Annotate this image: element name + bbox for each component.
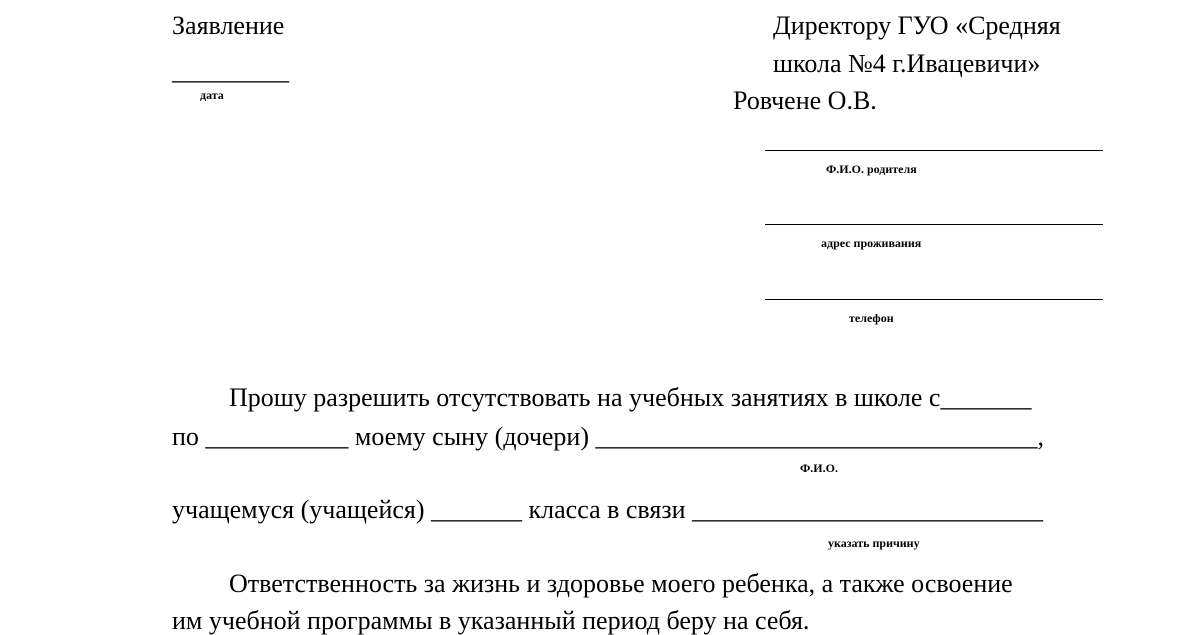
address-line (765, 224, 1103, 225)
phone-line (765, 299, 1103, 300)
request-line-2: по ___________ моему сыну (дочери) __________________________________, (172, 422, 1045, 451)
addressee-line-2: школа №4 г.Ивацевичи» (773, 49, 1041, 78)
addressee-line-1: Директору ГУО «Средняя (773, 11, 1061, 40)
parent-name-caption: Ф.И.О. родителя (826, 162, 917, 176)
reason-caption: указать причину (828, 536, 920, 550)
addressee-line-3: Ровчене О.В. (733, 86, 877, 115)
address-caption: адрес проживания (821, 236, 922, 250)
request-line-1: Прошу разрешить отсутствовать на учебных занятиях в школе с_______ (229, 383, 1032, 412)
fio-caption: Ф.И.О. (800, 461, 838, 475)
responsibility-line-1: Ответственность за жизнь и здоровье моего ребенка, а также освоение (229, 569, 1013, 598)
responsibility-line-2: им учебной программы в указанный период беру на себя. (172, 606, 810, 635)
phone-caption: телефон (849, 311, 894, 325)
date-blank: _________ (172, 56, 289, 85)
date-caption: дата (200, 88, 224, 102)
document-title: Заявление (172, 11, 285, 40)
parent-name-line (765, 150, 1103, 151)
request-line-3: учащемуся (учащейся) _______ класса в связи ___________________________ (172, 495, 1044, 524)
